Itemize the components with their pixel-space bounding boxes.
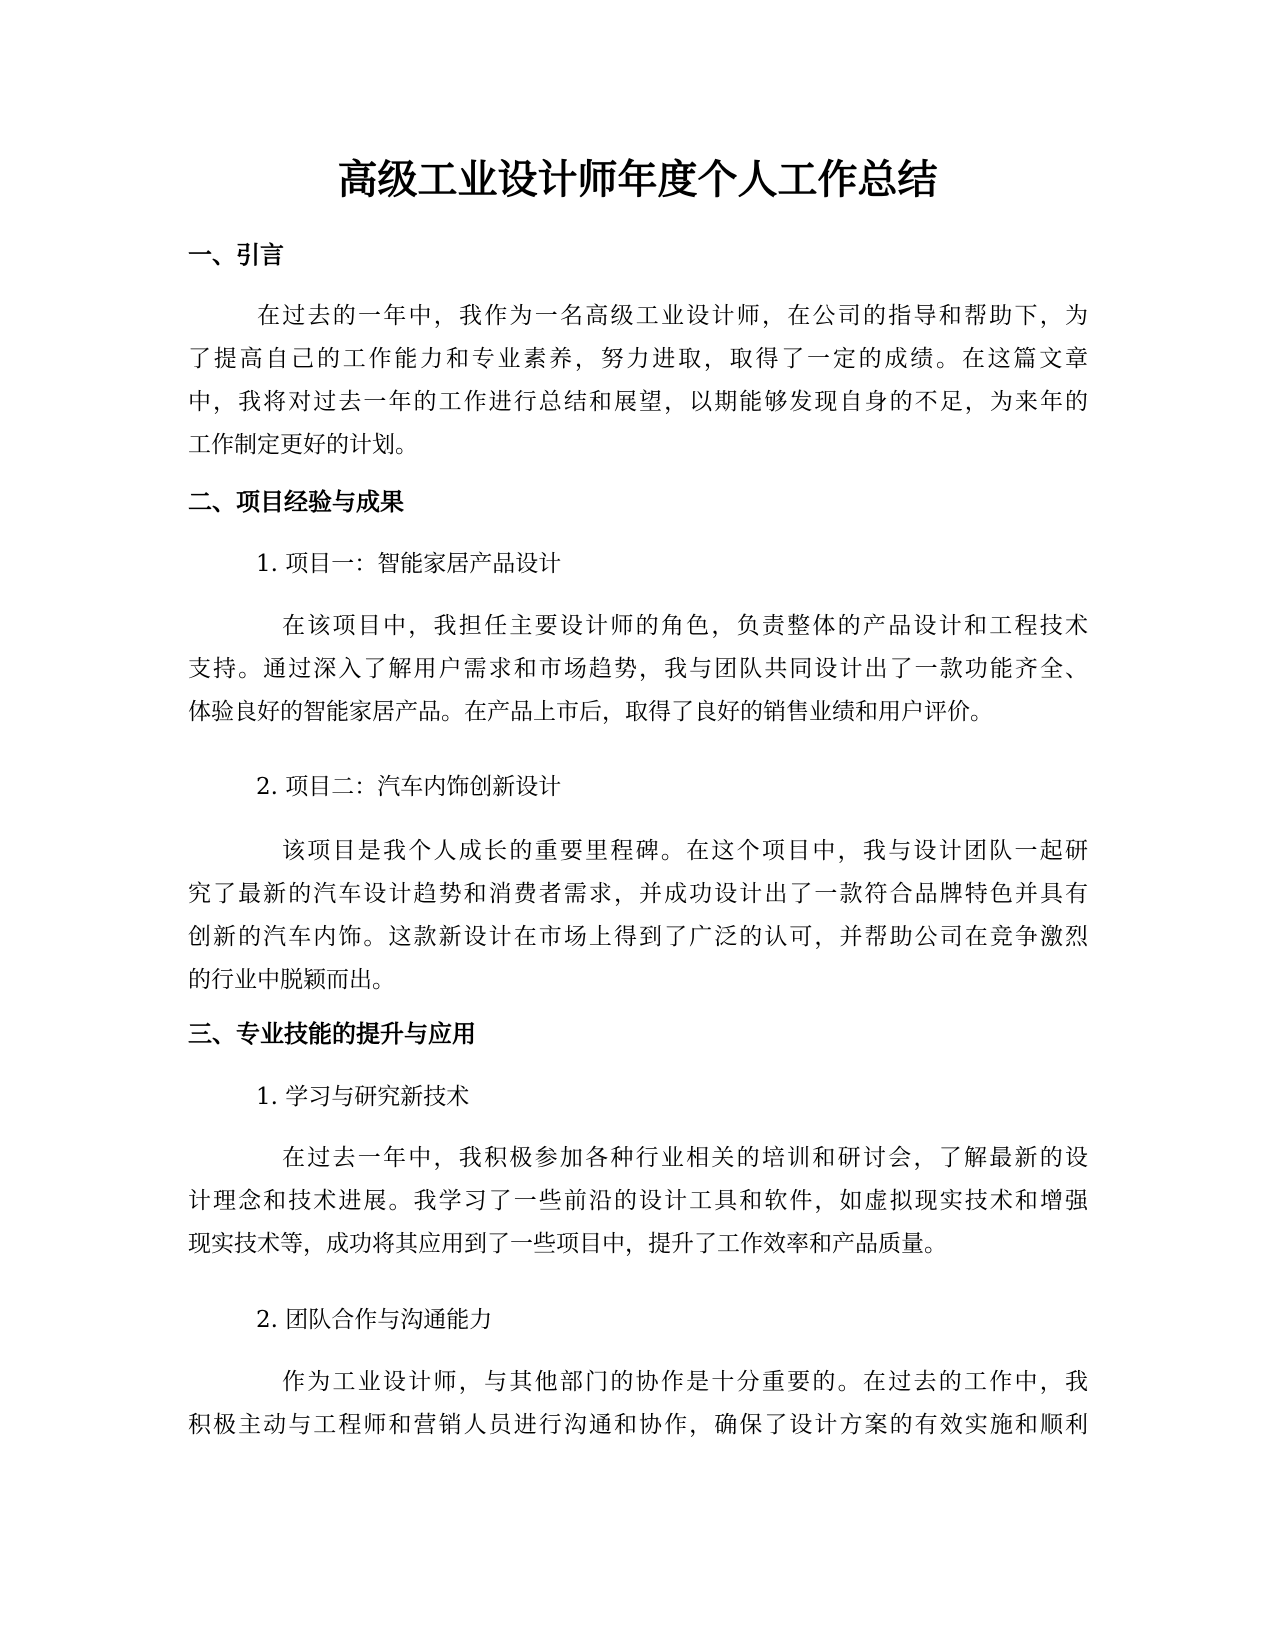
paragraph-line: 在该项目中，我担任主要设计师的角色，负责整体的产品设计和工程技术 <box>282 613 1088 639</box>
paragraph-line: 在过去一年中，我积极参加各种行业相关的培训和研讨会，了解最新的设 <box>282 1145 1088 1171</box>
paragraph-line: 该项目是我个人成长的重要里程碑。在这个项目中，我与设计团队一起研 <box>282 838 1088 864</box>
paragraph-line: 计理念和技术进展。我学习了一些前沿的设计工具和软件，如虚拟现实技术和增强 <box>188 1188 1088 1214</box>
paragraph-line: 现实技术等，成功将其应用到了一些项目中，提升了工作效率和产品质量。 <box>188 1231 947 1257</box>
paragraph-line: 的行业中脱颖而出。 <box>188 967 395 993</box>
project-one-paragraph <box>188 605 1088 734</box>
project-two-paragraph <box>188 830 1088 1002</box>
paragraph-line: 了提高自己的工作能力和专业素养，努力进取，取得了一定的成绩。在这篇文章 <box>188 346 1088 372</box>
document-title: 高级工业设计师年度个人工作总结 <box>337 157 938 203</box>
new-tech-paragraph <box>188 1137 1088 1266</box>
teamwork-paragraph <box>188 1361 1088 1447</box>
paragraph-line: 中，我将对过去一年的工作进行总结和展望，以期能够发现自身的不足，为来年的 <box>188 389 1088 415</box>
introduction-paragraph <box>188 295 1088 467</box>
paragraph-line: 工作制定更好的计划。 <box>188 432 418 458</box>
list-item-teamwork: 2. 团队合作与沟通能力 <box>256 1307 493 1333</box>
paragraph-line: 积极主动与工程师和营销人员进行沟通和协作，确保了设计方案的有效实施和顺利 <box>188 1412 1088 1438</box>
paragraph-line: 支持。通过深入了解用户需求和市场趋势，我与团队共同设计出了一款功能齐全、 <box>188 656 1088 682</box>
paragraph-line: 在过去的一年中，我作为一名高级工业设计师，在公司的指导和帮助下，为 <box>257 303 1088 329</box>
paragraph-line: 创新的汽车内饰。这款新设计在市场上得到了广泛的认可，并帮助公司在竞争激烈 <box>188 924 1088 950</box>
paragraph-line: 作为工业设计师，与其他部门的协作是十分重要的。在过去的工作中，我 <box>282 1369 1088 1395</box>
list-item-new-tech: 1. 学习与研究新技术 <box>256 1084 470 1110</box>
list-item-project-two: 2. 项目二：汽车内饰创新设计 <box>256 774 562 800</box>
paragraph-line: 体验良好的智能家居产品。在产品上市后，取得了良好的销售业绩和用户评价。 <box>188 699 993 725</box>
list-item-project-one: 1. 项目一：智能家居产品设计 <box>256 551 562 577</box>
paragraph-line: 究了最新的汽车设计趋势和消费者需求，并成功设计出了一款符合品牌特色并具有 <box>188 881 1088 907</box>
section-heading-introduction: 一、引言 <box>188 241 284 269</box>
section-heading-skills: 三、专业技能的提升与应用 <box>188 1020 476 1048</box>
section-heading-projects: 二、项目经验与成果 <box>188 488 404 516</box>
